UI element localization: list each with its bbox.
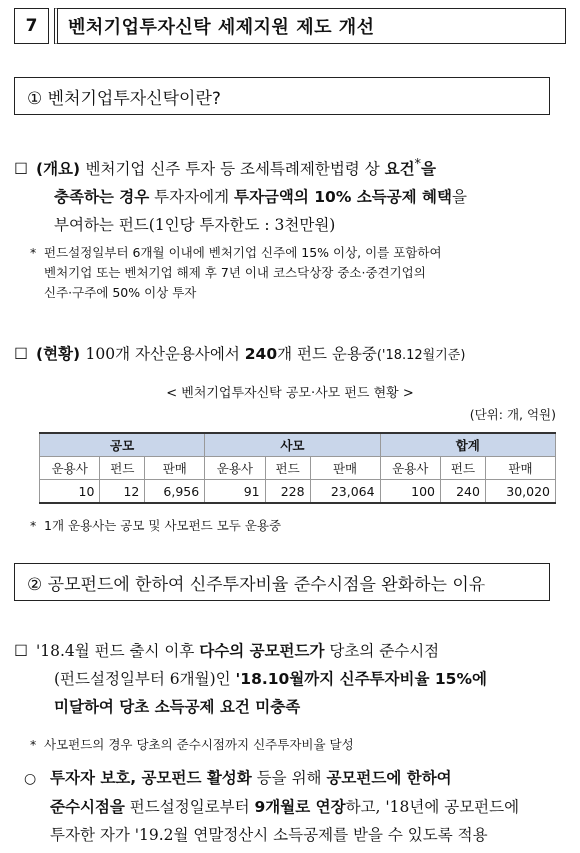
overview-line1: ☐ (개요) 벤처기업 신주 투자 등 조세특례제한법령 상 요건*을 (14, 151, 558, 183)
table-caption: < 벤처기업투자신탁 공모·사모 펀드 현황 > (166, 386, 414, 401)
group-total: 합계 (380, 433, 555, 457)
overview-line2: 충족하는 경우 투자자에게 투자금액의 10% 소득공제 혜택을 (54, 188, 467, 207)
group-public: 공모 (40, 433, 205, 457)
asterisk: * (30, 737, 37, 752)
measure-paragraph: ○ 투자자 보호, 공모펀드 활성화 등을 위해 공모펀드에 한하여 준수시점을 펀드설정일로부터 9개월로 연장하고, '18년에 공모펀드에 투자한 자가 '19.2월 연말정산시 소득공제를 받을 수 있도록 적용 (24, 764, 564, 849)
asterisk: * (30, 518, 37, 533)
title-text: 벤처기업투자신탁 세제지원 제도 개선 (54, 8, 566, 44)
checkbox-icon: ☐ (14, 345, 28, 363)
overview-paragraph (14, 151, 558, 239)
footnote-operators: * 1개 운용사는 공모 및 사모펀드 모두 운용중 (30, 516, 560, 536)
checkbox-icon: ☐ (14, 642, 28, 660)
table-sub-header: 운용사 펀드 판매 운용사 펀드 판매 운용사 펀드 판매 (40, 457, 556, 480)
reason-paragraph: ☐ '18.4월 펀드 출시 이후 다수의 공모펀드가 당초의 준수시점 (펀드설정일부터 6개월)인 '18.10월까지 신주투자비율 15%에 미달하여 당초 소득공제 요건 미충족 (14, 637, 558, 721)
checkbox-icon: ☐ (14, 160, 28, 179)
overview-line3: 부여하는 펀드(1인당 투자한도 : 3천만원) (54, 216, 336, 235)
table-unit: (단위: 개, 억원) (469, 407, 556, 422)
section1-heading: ① 벤처기업투자신탁이란? (14, 77, 550, 115)
document-title (14, 8, 566, 44)
title-number: 7 (14, 8, 49, 44)
footnote-private-funds: * 사모펀드의 경우 당초의 준수시점까지 신주투자비율 달성 (30, 735, 560, 755)
table-row: 10 12 6,956 91 228 23,064 100 240 30,020 (40, 480, 556, 504)
table-group-header (40, 433, 556, 457)
footnote-requirements: * 펀드설정일부터 6개월 이내에 벤처기업 신주에 15% 이상, 이를 포함하여 벤처기업 또는 벤처기업 해제 후 7년 이내 코스닥상장 중소·중견기업의 신주·구주에 50% 이상 투자 (30, 245, 442, 300)
status-paragraph: ☐ (현황) 100개 자산운용사에서 240개 펀드 운용중('18.12월기준) (14, 340, 558, 370)
asterisk: * (30, 245, 37, 260)
circle-bullet-icon: ○ (24, 771, 37, 787)
group-private: 사모 (205, 433, 380, 457)
section2-heading: ② 공모펀드에 한하여 신주투자비율 준수시점을 완화하는 이유 (14, 563, 550, 601)
fund-status-table (39, 432, 556, 504)
